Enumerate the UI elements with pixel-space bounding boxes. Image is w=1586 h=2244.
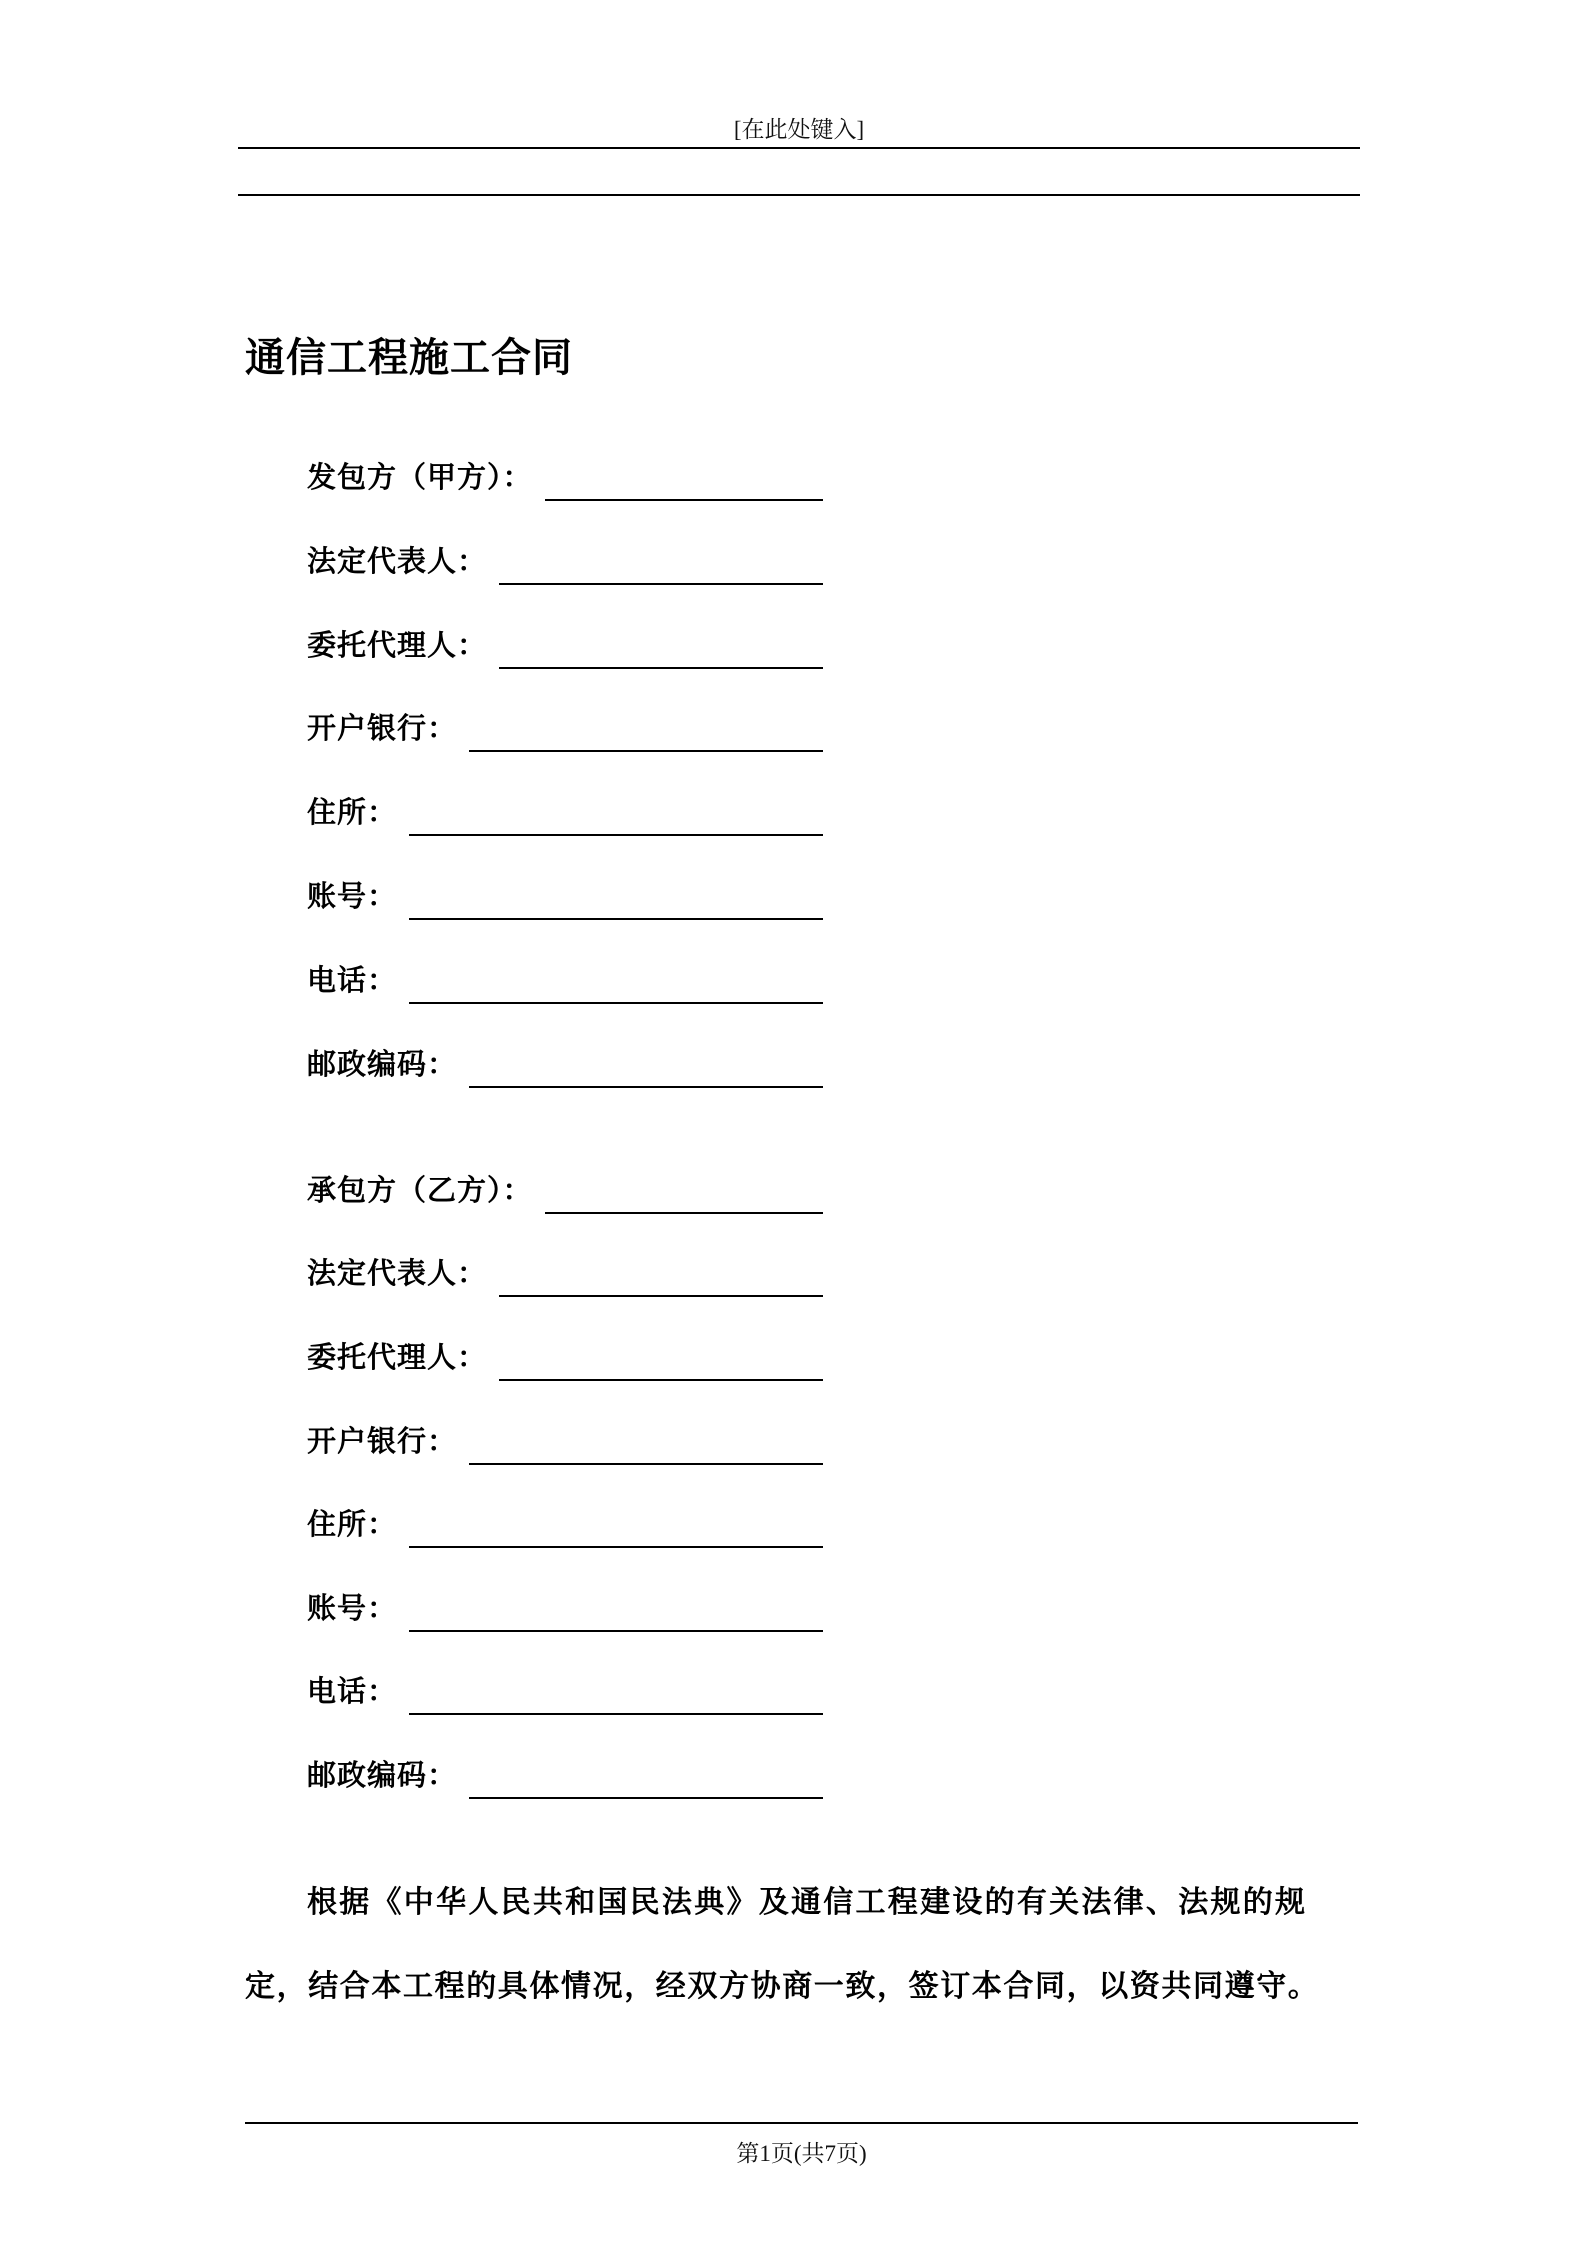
party-a-phone-label: 电话： [307,963,398,997]
party-a-postcode-blank [469,1044,823,1088]
party-b-postcode-label: 邮政编码： [307,1758,458,1792]
party-b-contractor-row [307,1170,823,1214]
preamble-line-1: 根据《中华人民共和国民法典》及通信工程建设的有关法律、法规的规 [307,1885,1305,1920]
party-a-account-label: 账号： [307,879,398,913]
party-b-legal-rep-row [307,1253,823,1297]
party-a-account-blank [409,876,823,920]
party-b-agent-label: 委托代理人： [307,1340,488,1374]
party-b-legal-rep-blank [499,1253,823,1297]
party-a-client-row [307,457,823,501]
party-a-legal-rep-row [307,541,823,585]
party-b-address-row [307,1504,823,1548]
header-rule-bottom [238,194,1360,196]
party-a-client-blank [545,457,823,501]
document-title: 通信工程施工合同 [245,335,573,381]
party-b-bank-blank [469,1421,823,1465]
party-a-phone-row [307,960,823,1004]
party-a-phone-blank [409,960,823,1004]
party-b-agent-row [307,1337,823,1381]
party-a-postcode-row [307,1044,823,1088]
footer-rule [245,2122,1358,2124]
party-b-account-label: 账号： [307,1591,398,1625]
party-b-phone-label: 电话： [307,1674,398,1708]
party-a-bank-blank [469,708,823,752]
party-a-bank-label: 开户银行： [307,711,458,745]
party-a-address-blank [409,792,823,836]
party-b-contractor-blank [545,1170,823,1214]
header-rule-top [238,147,1360,149]
party-a-bank-row [307,708,823,752]
party-a-postcode-label: 邮政编码： [307,1047,458,1081]
party-b-account-blank [409,1588,823,1632]
party-a-account-row [307,876,823,920]
party-b-phone-row [307,1671,823,1715]
party-b-address-blank [409,1504,823,1548]
party-a-legal-rep-label: 法定代表人： [307,544,488,578]
party-b-phone-blank [409,1671,823,1715]
party-a-address-label: 住所： [307,795,398,829]
party-b-bank-row [307,1421,823,1465]
party-b-postcode-row [307,1755,823,1799]
party-b-contractor-label: 承包方（乙方）： [307,1173,533,1207]
party-a-agent-row [307,625,823,669]
party-a-client-label: 发包方（甲方）： [307,460,533,494]
party-a-agent-blank [499,625,823,669]
party-b-address-label: 住所： [307,1507,398,1541]
party-b-account-row [307,1588,823,1632]
page-header-text: [在此处键入] [733,117,865,142]
party-b-agent-blank [499,1337,823,1381]
preamble-line-2: 定，结合本工程的具体情况，经双方协商一致，签订本合同，以资共同遵守。 [245,1969,1320,2004]
party-a-agent-label: 委托代理人： [307,628,488,662]
party-b-legal-rep-label: 法定代表人： [307,1256,488,1290]
party-b-postcode-blank [469,1755,823,1799]
party-b-bank-label: 开户银行： [307,1424,458,1458]
page-number: 第1页(共7页) [736,2141,867,2166]
party-a-address-row [307,792,823,836]
party-a-legal-rep-blank [499,541,823,585]
